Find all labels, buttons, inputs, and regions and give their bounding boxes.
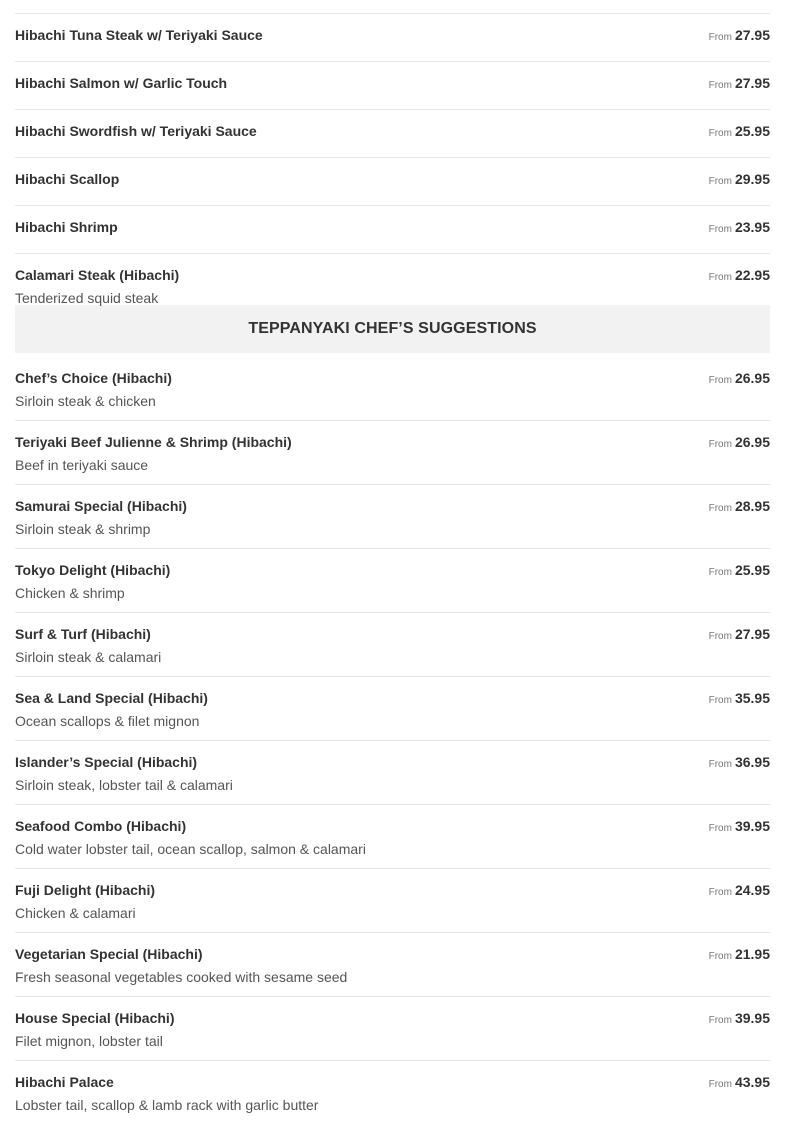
item-description: Fresh seasonal vegetables cooked with sesame seed (15, 969, 348, 985)
item-name: Teriyaki Beef Julienne & Shrimp (Hibachi) (15, 434, 292, 450)
item-price (709, 754, 770, 772)
price-prefix: From (708, 1015, 732, 1026)
menu-item-seafood-combo[interactable] (15, 805, 770, 869)
price-prefix: From (708, 567, 732, 578)
item-price (709, 818, 770, 836)
item-price (709, 75, 770, 93)
item-description: Sirloin steak & calamari (15, 649, 162, 665)
item-name: Vegetarian Special (Hibachi) (15, 946, 203, 962)
item-name: Calamari Steak (Hibachi) (15, 267, 180, 283)
item-name: House Special (Hibachi) (15, 1010, 175, 1026)
price-prefix: From (708, 1079, 732, 1090)
divider (15, 0, 770, 14)
item-name: Islander’s Special (Hibachi) (15, 754, 198, 770)
menu-item-hibachi-shrimp[interactable] (15, 206, 770, 254)
item-name: Samurai Special (Hibachi) (15, 498, 187, 514)
section-header: TEPPANYAKI CHEF’S SUGGESTIONS (15, 305, 770, 353)
item-description: Sirloin steak, lobster tail & calamari (15, 777, 233, 793)
price-prefix: From (708, 951, 732, 962)
menu-item-hibachi-tuna-steak[interactable] (15, 14, 770, 62)
item-description: Beef in teriyaki sauce (15, 457, 149, 473)
price-prefix: From (708, 887, 732, 898)
item-price (709, 219, 770, 237)
price-prefix: From (708, 439, 732, 450)
item-name: Fuji Delight (Hibachi) (15, 882, 155, 898)
item-name: Hibachi Scallop (15, 171, 120, 187)
menu-item-calamari-steak[interactable] (15, 254, 770, 305)
item-description: Chicken & shrimp (15, 585, 125, 601)
menu-item-teriyaki-beef-julienne[interactable] (15, 421, 770, 485)
item-price (709, 1010, 770, 1028)
price-value: 28.95 (734, 498, 770, 514)
item-name: Hibachi Shrimp (15, 219, 118, 235)
price-prefix: From (708, 80, 732, 91)
menu-item-vegetarian-special[interactable] (15, 933, 770, 997)
menu-item-hibachi-scallop[interactable] (15, 158, 770, 206)
item-description: Sirloin steak & chicken (15, 393, 156, 409)
price-value: 21.95 (734, 946, 770, 962)
price-value: 29.95 (734, 171, 770, 187)
item-name: Hibachi Tuna Steak w/ Teriyaki Sauce (15, 27, 263, 43)
price-value: 43.95 (734, 1074, 770, 1090)
item-name: Tokyo Delight (Hibachi) (15, 562, 171, 578)
item-name: Seafood Combo (Hibachi) (15, 818, 187, 834)
item-description: Chicken & calamari (15, 905, 136, 921)
item-price (709, 562, 770, 580)
menu-item-tokyo-delight[interactable] (15, 549, 770, 613)
price-value: 22.95 (734, 267, 770, 283)
price-prefix: From (708, 375, 732, 386)
item-price (709, 27, 770, 45)
menu-item-islanders-special[interactable] (15, 741, 770, 805)
price-prefix: From (708, 823, 732, 834)
item-description: Sirloin steak & shrimp (15, 521, 151, 537)
item-price (709, 171, 770, 189)
price-value: 23.95 (734, 219, 770, 235)
menu-item-hibachi-salmon[interactable] (15, 62, 770, 110)
item-price (709, 882, 770, 900)
item-name: Hibachi Salmon w/ Garlic Touch (15, 75, 228, 91)
item-name: Hibachi Palace (15, 1074, 114, 1090)
item-description: Filet mignon, lobster tail (15, 1033, 163, 1049)
price-value: 36.95 (734, 754, 770, 770)
item-description: Ocean scallops & filet mignon (15, 713, 200, 729)
price-value: 39.95 (734, 818, 770, 834)
menu-item-chefs-choice[interactable] (15, 357, 770, 421)
item-name: Hibachi Swordfish w/ Teriyaki Sauce (15, 123, 257, 139)
price-value: 26.95 (734, 370, 770, 386)
item-price (709, 267, 770, 285)
price-prefix: From (708, 503, 732, 514)
item-price (709, 123, 770, 141)
item-price (709, 370, 770, 388)
item-price (709, 946, 770, 964)
price-prefix: From (708, 631, 732, 642)
menu-item-house-special[interactable] (15, 997, 770, 1061)
item-name: Surf & Turf (Hibachi) (15, 626, 151, 642)
item-name: Chef’s Choice (Hibachi) (15, 370, 172, 386)
price-value: 39.95 (734, 1010, 770, 1026)
item-description: Tenderized squid steak (15, 290, 159, 306)
price-prefix: From (708, 695, 732, 706)
price-value: 26.95 (734, 434, 770, 450)
price-prefix: From (708, 176, 732, 187)
item-price (709, 1074, 770, 1092)
menu-item-hibachi-swordfish[interactable] (15, 110, 770, 158)
price-value: 27.95 (734, 27, 770, 43)
item-price (709, 690, 770, 708)
price-value: 24.95 (734, 882, 770, 898)
menu-item-sea-and-land-special[interactable] (15, 677, 770, 741)
item-description: Lobster tail, scallop & lamb rack with garlic butter (15, 1097, 319, 1113)
price-value: 27.95 (734, 75, 770, 91)
menu-list (15, 0, 770, 1125)
price-prefix: From (708, 272, 732, 283)
price-value: 25.95 (734, 123, 770, 139)
price-value: 27.95 (734, 626, 770, 642)
price-prefix: From (708, 759, 732, 770)
item-name: Sea & Land Special (Hibachi) (15, 690, 208, 706)
item-price (709, 626, 770, 644)
item-price (709, 498, 770, 516)
item-price (709, 434, 770, 452)
menu-item-fuji-delight[interactable] (15, 869, 770, 933)
item-description: Cold water lobster tail, ocean scallop, salmon & calamari (15, 841, 366, 857)
menu-item-hibachi-palace[interactable] (15, 1061, 770, 1125)
price-prefix: From (708, 128, 732, 139)
price-prefix: From (708, 32, 732, 43)
menu-item-samurai-special[interactable] (15, 485, 770, 549)
price-prefix: From (708, 224, 732, 235)
menu-item-surf-and-turf[interactable] (15, 613, 770, 677)
price-value: 35.95 (734, 690, 770, 706)
price-value: 25.95 (734, 562, 770, 578)
